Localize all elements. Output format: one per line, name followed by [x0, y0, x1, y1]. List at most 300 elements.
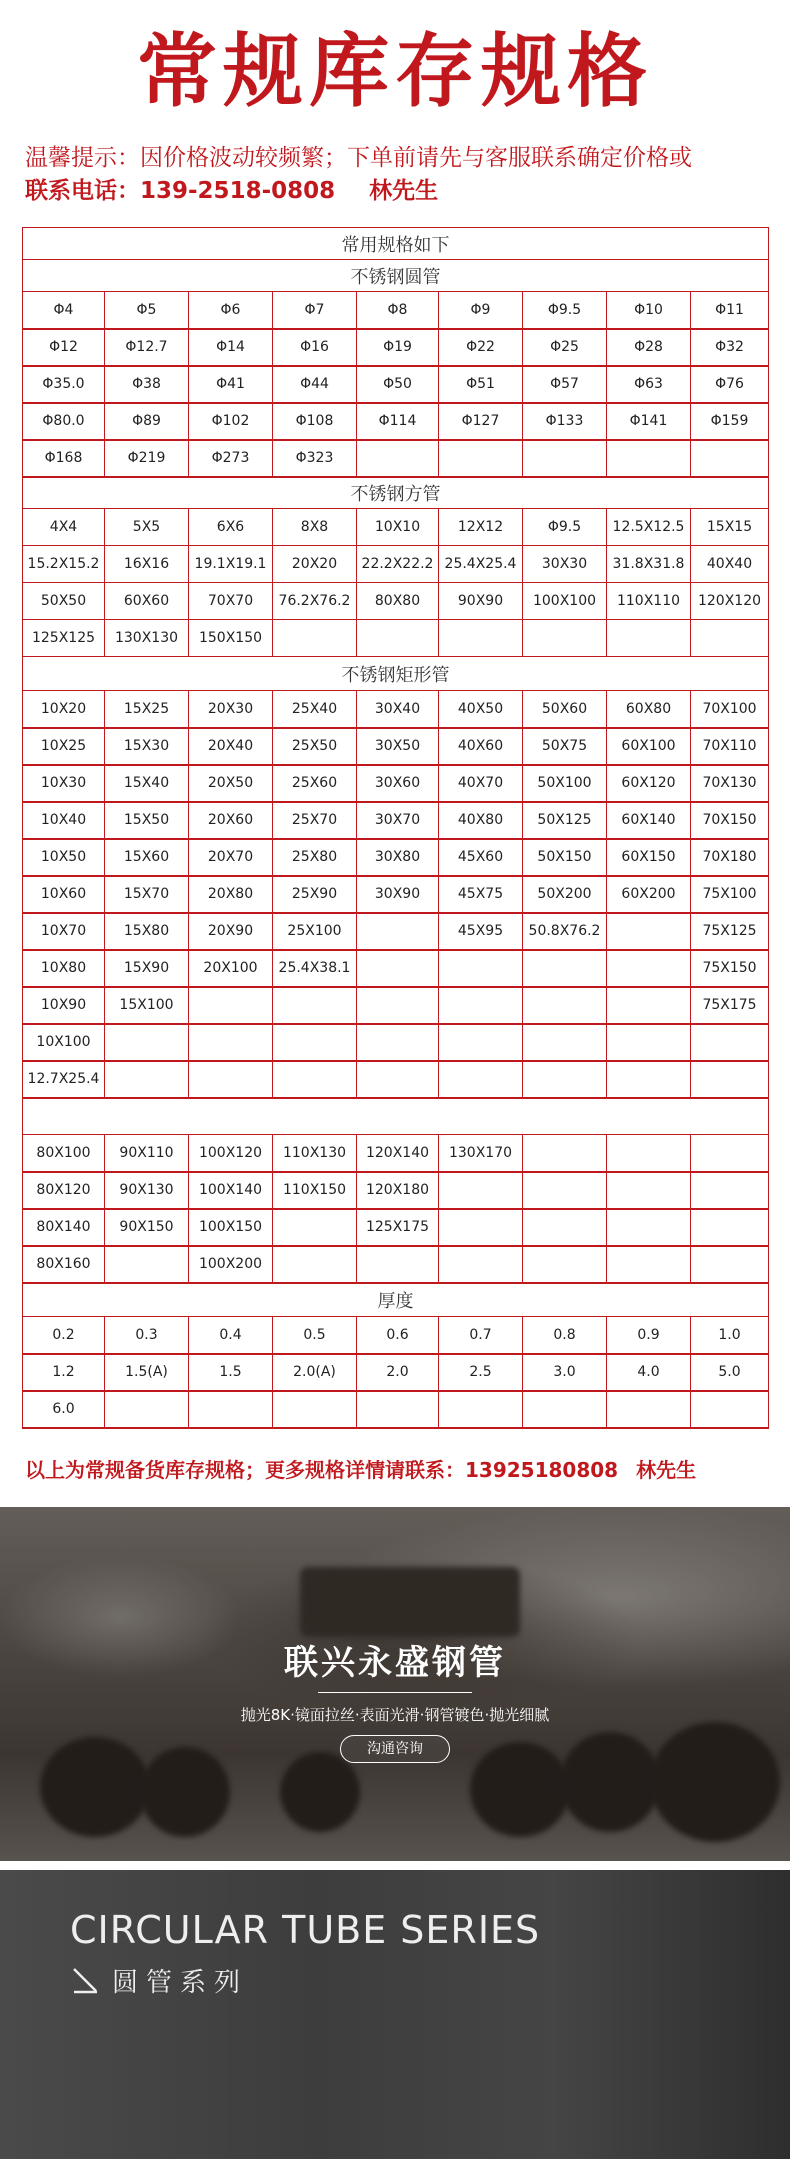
spec-cell: 15X40 [105, 765, 189, 802]
spec-cell [273, 1246, 357, 1283]
spec-cell [523, 1061, 607, 1098]
table-row [23, 440, 769, 477]
spec-cell: 4X4 [23, 509, 105, 546]
spec-cell: 110X150 [273, 1172, 357, 1209]
spec-cell [357, 987, 439, 1024]
spec-cell [357, 1061, 439, 1098]
table-row [23, 1172, 769, 1209]
spec-cell: 10X70 [23, 913, 105, 950]
spec-cell: 1.2 [23, 1354, 105, 1391]
spec-cell: 25.4X38.1 [273, 950, 357, 987]
spec-cell: 50X150 [523, 839, 607, 876]
spec-cell: 5.0 [691, 1354, 769, 1391]
spec-cell [523, 987, 607, 1024]
spec-cell [523, 1172, 607, 1209]
spec-cell [439, 1246, 523, 1283]
spec-cell: 40X40 [691, 546, 769, 583]
spec-cell: 30X60 [357, 765, 439, 802]
series-title: CIRCULAR TUBE SERIES [70, 1908, 541, 1952]
spec-cell: Φ32 [691, 329, 769, 366]
spec-cell [189, 1024, 273, 1061]
table-row [23, 987, 769, 1024]
table-row [23, 329, 769, 366]
spec-cell [439, 620, 523, 657]
spec-cell: 15X80 [105, 913, 189, 950]
spec-cell: Φ12 [23, 329, 105, 366]
spec-cell: 20X60 [189, 802, 273, 839]
spec-cell: 30X70 [357, 802, 439, 839]
spec-cell [691, 440, 769, 477]
spec-cell: 2.5 [439, 1354, 523, 1391]
spec-cell: Φ28 [607, 329, 691, 366]
spec-cell: Φ7 [273, 292, 357, 329]
spec-cell: 76.2X76.2 [273, 583, 357, 620]
spec-cell: Φ89 [105, 403, 189, 440]
spec-cell: 15X50 [105, 802, 189, 839]
spec-cell: 15X15 [691, 509, 769, 546]
thickness-section [23, 1283, 769, 1317]
spec-cell: 30X30 [523, 546, 607, 583]
spec-cell: 70X70 [189, 583, 273, 620]
spec-cell: 70X110 [691, 728, 769, 765]
spec-cell: 110X110 [607, 583, 691, 620]
spec-cell: Φ323 [273, 440, 357, 477]
spec-cell: 20X30 [189, 691, 273, 728]
round-tube-section [23, 260, 769, 292]
spec-cell: 100X200 [189, 1246, 273, 1283]
spec-cell [105, 1024, 189, 1061]
spec-cell [607, 1209, 691, 1246]
table-heading [23, 228, 769, 260]
spec-cell: Φ114 [357, 403, 439, 440]
banner-title: 联兴永盛钢管 [284, 1643, 506, 1683]
spec-cell [691, 1135, 769, 1172]
page-title: 常规库存规格 [137, 25, 653, 118]
spec-cell: 1.5 [189, 1354, 273, 1391]
spec-cell: 120X140 [357, 1135, 439, 1172]
spec-cell: 1.5(A) [105, 1354, 189, 1391]
spec-cell [523, 1024, 607, 1061]
spec-cell: 0.4 [189, 1317, 273, 1354]
spec-cell: 31.8X31.8 [607, 546, 691, 583]
spec-cell [523, 1209, 607, 1246]
spec-cell: 50X75 [523, 728, 607, 765]
spec-cell [357, 1391, 439, 1428]
spec-cell: Φ80.0 [23, 403, 105, 440]
spec-cell: 10X90 [23, 987, 105, 1024]
spec-cell: 25X60 [273, 765, 357, 802]
spec-cell: Φ76 [691, 366, 769, 403]
spec-cell: 60X200 [607, 876, 691, 913]
spec-cell [189, 987, 273, 1024]
spec-cell: 150X150 [189, 620, 273, 657]
spec-cell: 75X175 [691, 987, 769, 1024]
spec-cell: 30X90 [357, 876, 439, 913]
table-row [23, 546, 769, 583]
table-row [23, 1391, 769, 1428]
spec-cell [523, 950, 607, 987]
spec-cell: 45X95 [439, 913, 523, 950]
spec-cell: 60X140 [607, 802, 691, 839]
spec-cell [523, 440, 607, 477]
spec-cell: Φ50 [357, 366, 439, 403]
spec-cell: 0.7 [439, 1317, 523, 1354]
spec-cell: Φ10 [607, 292, 691, 329]
spec-cell [523, 620, 607, 657]
table-row [23, 691, 769, 728]
spec-cell: 2.0(A) [273, 1354, 357, 1391]
spec-cell: Φ133 [523, 403, 607, 440]
spec-cell: Φ273 [189, 440, 273, 477]
spec-cell [357, 440, 439, 477]
spec-cell: 80X100 [23, 1135, 105, 1172]
spec-cell: 25.4X25.4 [439, 546, 523, 583]
table-row [23, 620, 769, 657]
spec-cell [273, 1391, 357, 1428]
spec-cell: 3.0 [523, 1354, 607, 1391]
spec-cell: 15.2X15.2 [23, 546, 105, 583]
spec-cell [691, 1061, 769, 1098]
spec-cell: 25X100 [273, 913, 357, 950]
spec-cell: Φ9.5 [523, 292, 607, 329]
spec-cell: 40X70 [439, 765, 523, 802]
spec-cell [105, 1391, 189, 1428]
spec-cell [357, 913, 439, 950]
footer-note-name: 林先生 [636, 1458, 697, 1482]
spec-cell: 40X80 [439, 802, 523, 839]
spec-cell [439, 950, 523, 987]
series-subtitle: 圆管系列 [112, 1968, 249, 1998]
spec-cell: 25X70 [273, 802, 357, 839]
table-row [23, 1135, 769, 1172]
spec-cell: 5X5 [105, 509, 189, 546]
spec-cell: 10X20 [23, 691, 105, 728]
contact-name: 林先生 [369, 178, 439, 204]
table-row [23, 1317, 769, 1354]
spec-cell: Φ219 [105, 440, 189, 477]
spec-cell [273, 1024, 357, 1061]
spec-cell: 2.0 [357, 1354, 439, 1391]
thickness-section-label: 厚度 [23, 1283, 769, 1317]
spec-cell [273, 1061, 357, 1098]
spec-cell: 130X170 [439, 1135, 523, 1172]
spec-cell: 70X150 [691, 802, 769, 839]
banner-subtitle: 抛光8K·镜面拉丝·表面光滑·钢管镀色·抛光细腻 [240, 1706, 550, 1724]
spec-cell: 100X120 [189, 1135, 273, 1172]
spec-cell: Φ41 [189, 366, 273, 403]
spec-cell: 12.5X12.5 [607, 509, 691, 546]
spec-cell: Φ9 [439, 292, 523, 329]
spec-cell [523, 1246, 607, 1283]
spec-cell: 1.0 [691, 1317, 769, 1354]
spec-cell: 6.0 [23, 1391, 105, 1428]
footer-note-text: 以上为常规备货库存规格；更多规格详情请联系：13925180808 [25, 1458, 619, 1482]
spec-cell: 125X175 [357, 1209, 439, 1246]
spec-cell: 0.3 [105, 1317, 189, 1354]
spec-cell: 100X100 [523, 583, 607, 620]
spec-cell: Φ108 [273, 403, 357, 440]
spec-cell: Φ9.5 [523, 509, 607, 546]
spec-cell: 15X100 [105, 987, 189, 1024]
spec-cell: 100X150 [189, 1209, 273, 1246]
spec-cell: 50X60 [523, 691, 607, 728]
table-row [23, 802, 769, 839]
spec-cell [607, 913, 691, 950]
spec-cell [273, 1209, 357, 1246]
spec-cell: 130X130 [105, 620, 189, 657]
spec-cell: 20X100 [189, 950, 273, 987]
spec-cell [691, 1172, 769, 1209]
spec-cell: Φ102 [189, 403, 273, 440]
spec-cell: 10X100 [23, 1024, 105, 1061]
spec-cell: 75X150 [691, 950, 769, 987]
spec-cell: 8X8 [273, 509, 357, 546]
table-heading-label: 常用规格如下 [23, 228, 769, 260]
spec-cell: 10X25 [23, 728, 105, 765]
spec-cell [439, 1024, 523, 1061]
spec-cell: Φ11 [691, 292, 769, 329]
spec-cell: Φ16 [273, 329, 357, 366]
spec-cell: 0.9 [607, 1317, 691, 1354]
spec-table [22, 227, 769, 1429]
spec-cell: 40X50 [439, 691, 523, 728]
spec-cell: 120X120 [691, 583, 769, 620]
spec-cell: 80X80 [357, 583, 439, 620]
spec-cell: 90X130 [105, 1172, 189, 1209]
spec-cell: 19.1X19.1 [189, 546, 273, 583]
spec-cell: Φ25 [523, 329, 607, 366]
spec-cell: 10X80 [23, 950, 105, 987]
spec-cell: Φ51 [439, 366, 523, 403]
spacer-row-label [23, 1098, 769, 1135]
spec-cell [523, 1391, 607, 1428]
round-tube-section-label: 不锈钢圆管 [23, 260, 769, 292]
spec-cell [105, 1061, 189, 1098]
spec-cell: Φ4 [23, 292, 105, 329]
spec-cell: 70X130 [691, 765, 769, 802]
spec-cell: 30X80 [357, 839, 439, 876]
square-tube-section-label: 不锈钢方管 [23, 477, 769, 509]
spec-cell [357, 1246, 439, 1283]
spec-cell: 0.5 [273, 1317, 357, 1354]
spec-cell: 50.8X76.2 [523, 913, 607, 950]
contact-line [25, 175, 438, 207]
spec-cell: 20X50 [189, 765, 273, 802]
spec-cell [607, 987, 691, 1024]
arrow-down-right-icon [70, 1965, 100, 1995]
spec-cell: 20X80 [189, 876, 273, 913]
spec-cell: Φ44 [273, 366, 357, 403]
spec-cell: 0.2 [23, 1317, 105, 1354]
spec-cell: Φ6 [189, 292, 273, 329]
spec-cell: 50X50 [23, 583, 105, 620]
spec-cell [439, 440, 523, 477]
spec-cell: 25X50 [273, 728, 357, 765]
spec-cell: Φ57 [523, 366, 607, 403]
spec-cell: 22.2X22.2 [357, 546, 439, 583]
spacer-row [23, 1098, 769, 1135]
spec-cell: 15X25 [105, 691, 189, 728]
table-row [23, 913, 769, 950]
spec-cell: 45X75 [439, 876, 523, 913]
brand-banner [0, 1507, 790, 1861]
spec-cell: Φ168 [23, 440, 105, 477]
spec-cell [607, 620, 691, 657]
spec-cell: 60X80 [607, 691, 691, 728]
table-row [23, 1354, 769, 1391]
spec-cell [439, 1391, 523, 1428]
spec-cell: 50X200 [523, 876, 607, 913]
table-row [23, 1024, 769, 1061]
spec-cell: 30X50 [357, 728, 439, 765]
rect-tube-section [23, 657, 769, 691]
spec-cell: 120X180 [357, 1172, 439, 1209]
series-section [0, 1870, 790, 2159]
spec-cell: Φ12.7 [105, 329, 189, 366]
spec-cell: Φ127 [439, 403, 523, 440]
spec-cell: Φ19 [357, 329, 439, 366]
spec-cell: 60X60 [105, 583, 189, 620]
spec-cell: 75X125 [691, 913, 769, 950]
spec-cell [607, 1391, 691, 1428]
spec-cell: 25X90 [273, 876, 357, 913]
spec-cell [607, 1172, 691, 1209]
spec-cell: 50X100 [523, 765, 607, 802]
spec-cell [273, 620, 357, 657]
spec-cell [439, 1061, 523, 1098]
spec-cell [439, 987, 523, 1024]
spec-cell: 70X100 [691, 691, 769, 728]
spec-cell: 20X40 [189, 728, 273, 765]
spec-cell: 60X150 [607, 839, 691, 876]
spec-cell [691, 1391, 769, 1428]
spec-cell: 15X60 [105, 839, 189, 876]
table-row [23, 876, 769, 913]
spec-cell: 25X40 [273, 691, 357, 728]
spec-cell: 90X110 [105, 1135, 189, 1172]
spec-cell: 20X20 [273, 546, 357, 583]
spec-cell: 0.8 [523, 1317, 607, 1354]
spec-cell [189, 1391, 273, 1428]
spec-cell: Φ8 [357, 292, 439, 329]
spec-cell [523, 1135, 607, 1172]
spec-cell [607, 440, 691, 477]
spec-cell [607, 1135, 691, 1172]
spec-cell [607, 1246, 691, 1283]
consult-button[interactable]: 沟通咨询 [340, 1735, 450, 1763]
spec-cell [189, 1061, 273, 1098]
table-row [23, 728, 769, 765]
spec-cell [691, 1209, 769, 1246]
contact-phone: 联系电话：139-2518-0808 [25, 178, 336, 204]
spec-cell: 10X60 [23, 876, 105, 913]
spec-cell [105, 1246, 189, 1283]
spec-cell [273, 987, 357, 1024]
spec-cell: 100X140 [189, 1172, 273, 1209]
spec-cell [691, 620, 769, 657]
spec-cell: 40X60 [439, 728, 523, 765]
table-row [23, 765, 769, 802]
spec-cell [607, 1024, 691, 1061]
spec-cell: 12X12 [439, 509, 523, 546]
banner-overlay [0, 1507, 790, 1861]
square-tube-section [23, 477, 769, 509]
spec-cell: 15X30 [105, 728, 189, 765]
spec-cell [439, 1172, 523, 1209]
banner-divider [318, 1692, 472, 1693]
footer-note [25, 1455, 775, 1485]
spec-cell: Φ141 [607, 403, 691, 440]
spec-cell: 12.7X25.4 [23, 1061, 105, 1098]
spec-cell: 6X6 [189, 509, 273, 546]
spec-cell: 75X100 [691, 876, 769, 913]
table-row [23, 1061, 769, 1098]
table-row [23, 950, 769, 987]
spec-cell [357, 950, 439, 987]
spec-cell: Φ63 [607, 366, 691, 403]
table-row [23, 292, 769, 329]
spec-cell: Φ159 [691, 403, 769, 440]
spec-cell: 125X125 [23, 620, 105, 657]
spec-cell: Φ38 [105, 366, 189, 403]
spec-cell [691, 1024, 769, 1061]
spec-cell: 60X100 [607, 728, 691, 765]
spec-cell: 10X40 [23, 802, 105, 839]
spec-cell: 80X140 [23, 1209, 105, 1246]
spec-cell [357, 1024, 439, 1061]
table-row [23, 1209, 769, 1246]
table-row [23, 403, 769, 440]
spec-cell [607, 1061, 691, 1098]
spec-cell: Φ14 [189, 329, 273, 366]
spec-cell: 15X70 [105, 876, 189, 913]
spec-cell: 90X90 [439, 583, 523, 620]
spec-cell: Φ35.0 [23, 366, 105, 403]
spec-cell: 4.0 [607, 1354, 691, 1391]
spec-cell: 10X50 [23, 839, 105, 876]
table-row [23, 366, 769, 403]
spec-cell: 16X16 [105, 546, 189, 583]
spec-cell: 50X125 [523, 802, 607, 839]
table-row [23, 1246, 769, 1283]
spec-cell: 15X90 [105, 950, 189, 987]
table-row [23, 509, 769, 546]
spec-cell: 80X120 [23, 1172, 105, 1209]
spec-cell [607, 950, 691, 987]
spec-cell: 45X60 [439, 839, 523, 876]
spec-cell: 10X10 [357, 509, 439, 546]
spec-cell: 20X70 [189, 839, 273, 876]
spec-cell: 10X30 [23, 765, 105, 802]
spec-cell: 25X80 [273, 839, 357, 876]
spec-cell [691, 1246, 769, 1283]
spec-cell: 30X40 [357, 691, 439, 728]
table-row [23, 583, 769, 620]
spec-cell: 90X150 [105, 1209, 189, 1246]
spec-cell: 20X90 [189, 913, 273, 950]
spec-cell [357, 620, 439, 657]
spec-cell: 110X130 [273, 1135, 357, 1172]
spec-cell: 70X180 [691, 839, 769, 876]
rect-tube-section-label: 不锈钢矩形管 [23, 657, 769, 691]
spec-cell: Φ5 [105, 292, 189, 329]
spec-cell: 80X160 [23, 1246, 105, 1283]
spec-cell: 0.6 [357, 1317, 439, 1354]
spec-cell [439, 1209, 523, 1246]
spec-cell: 60X120 [607, 765, 691, 802]
spec-cell: Φ22 [439, 329, 523, 366]
table-row [23, 839, 769, 876]
